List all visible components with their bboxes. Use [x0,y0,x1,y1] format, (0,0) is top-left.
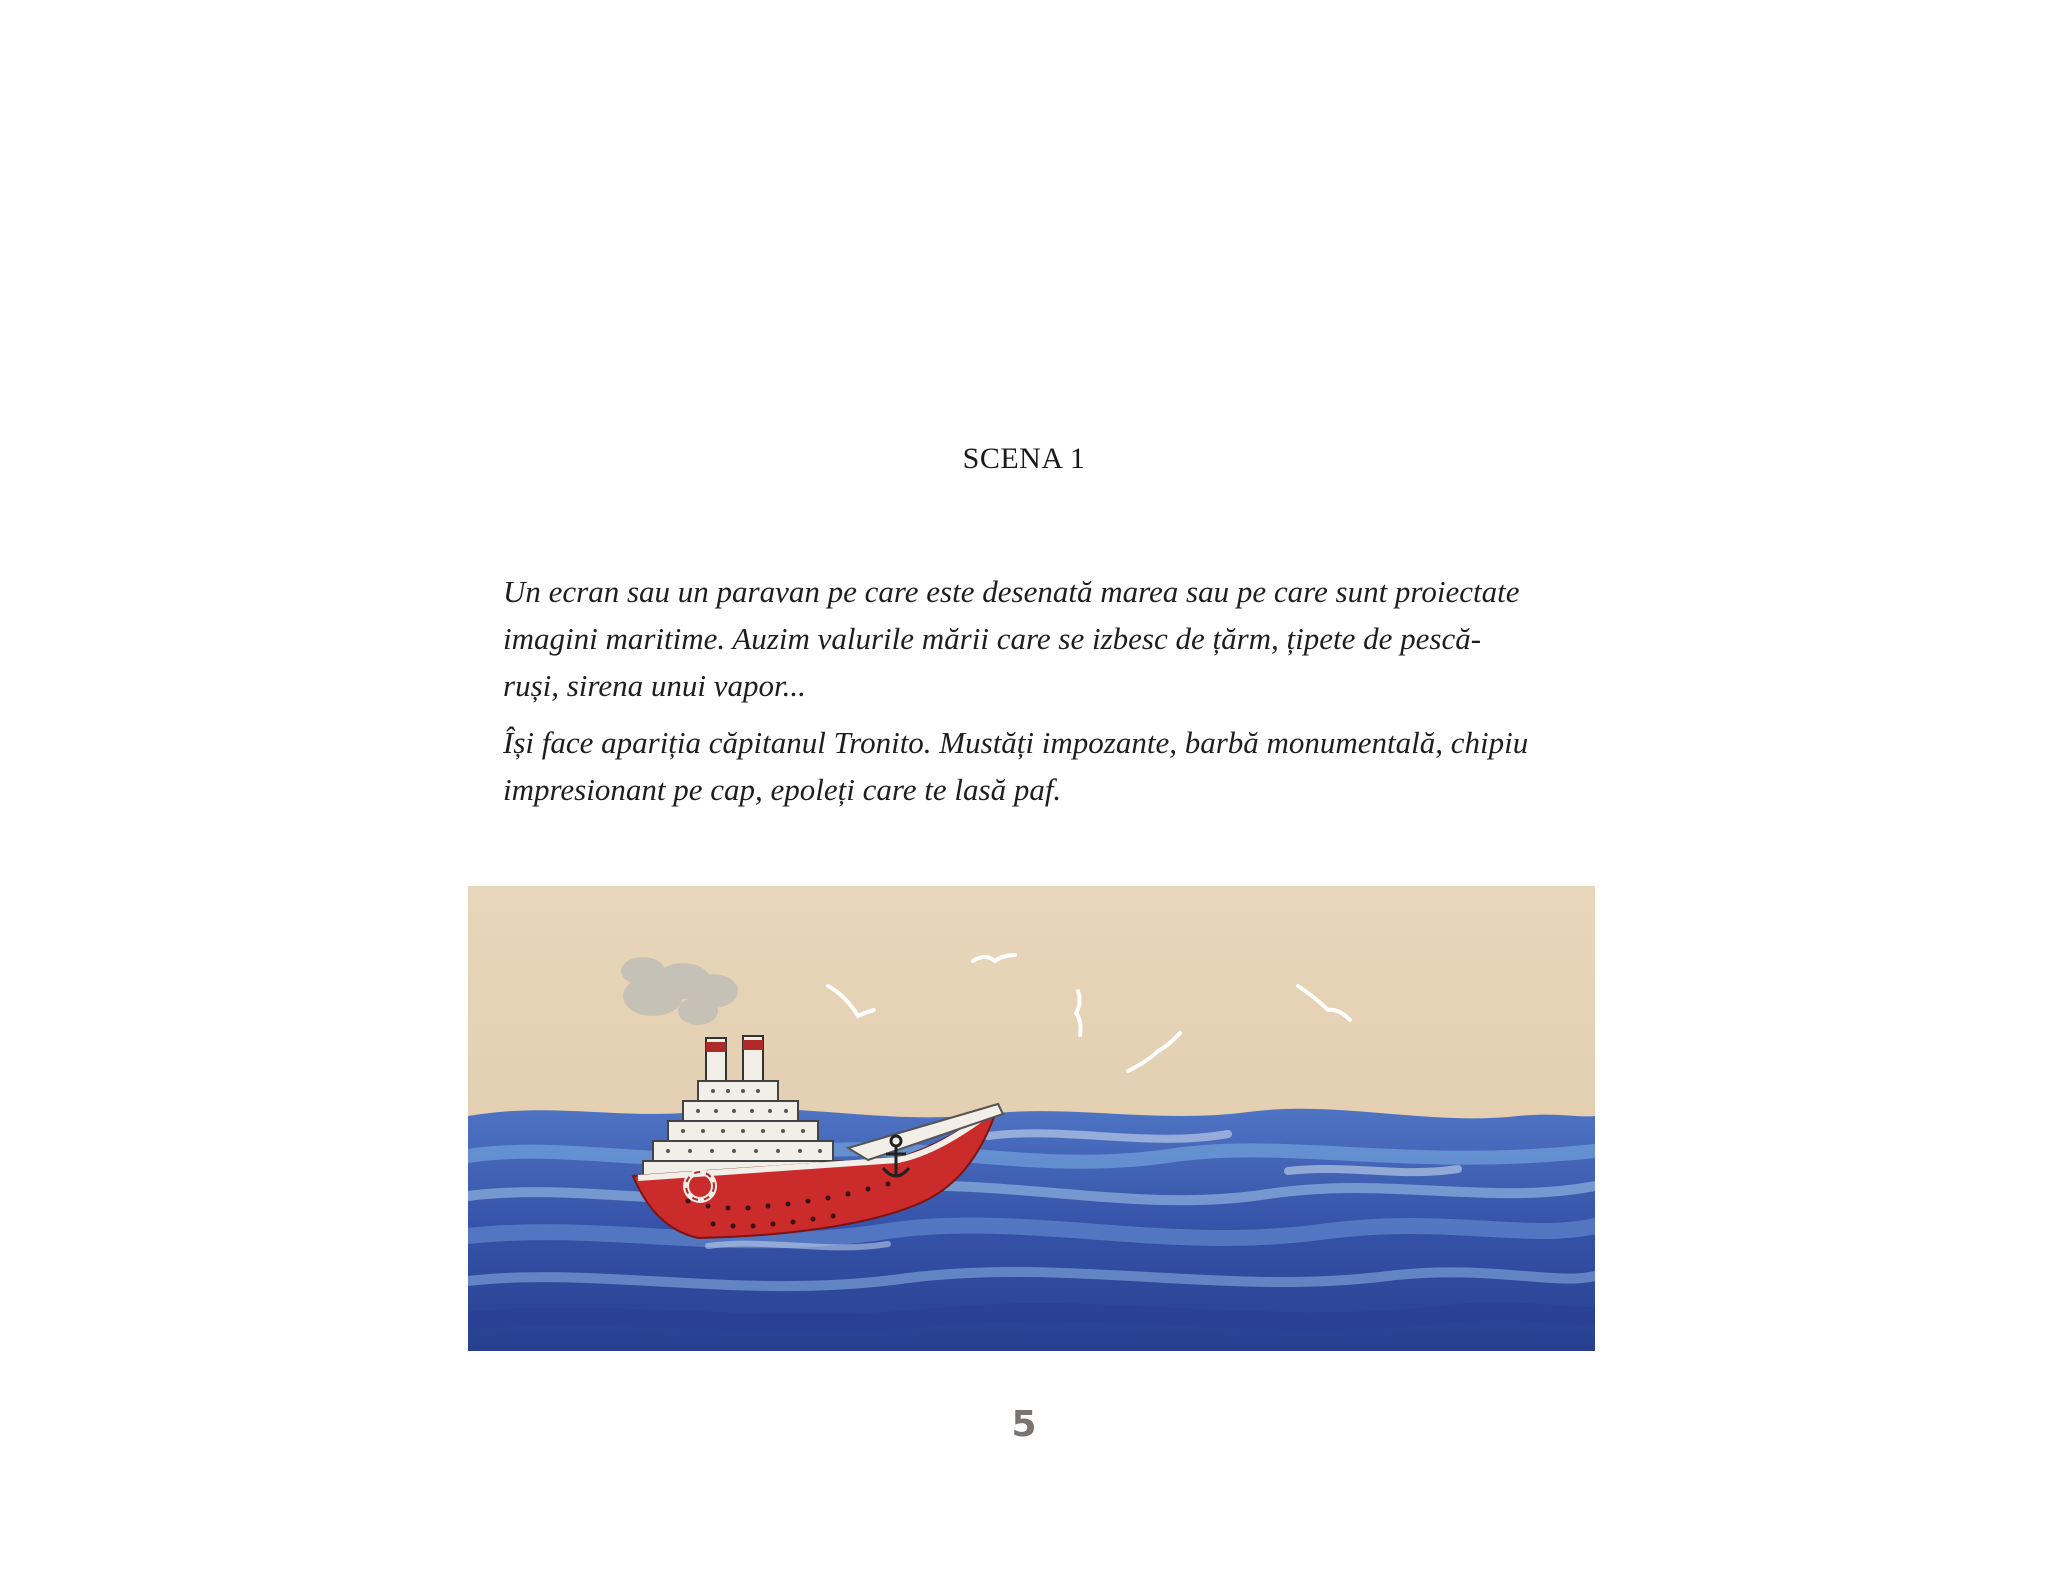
stage-line: impresionant pe cap, epoleți care te lasă paf. [503,772,1062,807]
scene-title: SCENA 1 [962,442,1086,475]
ship-illustration [468,886,1595,1351]
stage-directions [503,568,1598,823]
stage-paragraph-1 [503,568,1598,709]
stage-paragraph-2 [503,719,1598,813]
stage-line: imagini maritime. Auzim valurile mării care se izbesc de țărm, țipete de pescă- [503,621,1482,656]
stage-line: ruși, sirena unui vapor... [503,668,806,703]
page-number: 5 [1011,1404,1037,1445]
stage-line: Își face apariția căpitanul Tronito. Mustăți impozante, barbă monumentală, chipiu [503,725,1529,760]
stage-line: Un ecran sau un paravan pe care este desenată marea sau pe care sunt proiectate [503,574,1520,609]
ship-painting [468,886,1595,1351]
